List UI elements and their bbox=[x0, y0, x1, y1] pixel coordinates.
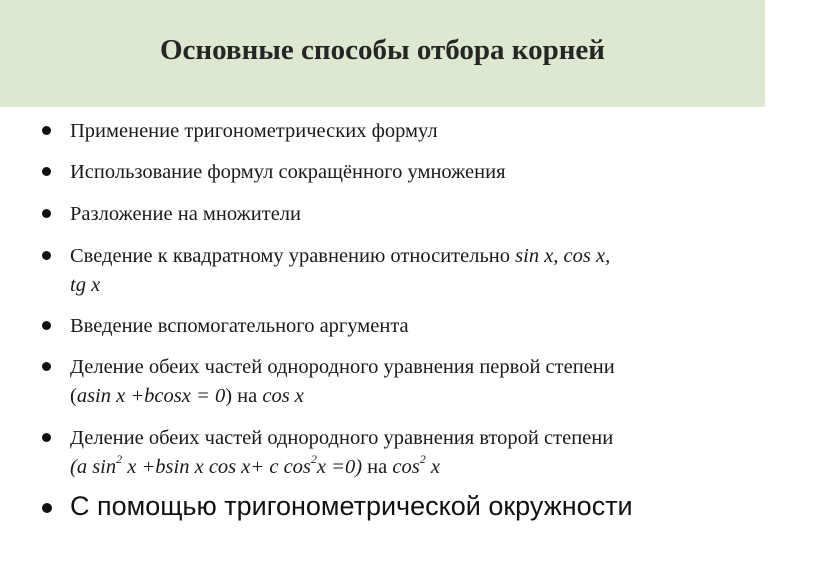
item-text: Применение тригонометрических формул bbox=[70, 120, 438, 142]
item-text: Введение вспомогательного аргумента bbox=[70, 315, 409, 337]
item-line bbox=[70, 353, 760, 382]
item-text: Разложение на множители bbox=[70, 203, 301, 225]
item-line bbox=[70, 382, 760, 411]
item-line bbox=[70, 242, 760, 271]
bullet-icon bbox=[42, 321, 51, 330]
math-expression: asin x +bcosx = 0 bbox=[76, 385, 226, 407]
paren-close: ) bbox=[225, 385, 233, 407]
item-text bbox=[70, 242, 760, 300]
item-line-text: Деление обеих частей однородного уравнения первой степени bbox=[70, 356, 615, 378]
math-expression: tg x bbox=[70, 274, 101, 296]
item-text bbox=[70, 424, 760, 482]
item-line bbox=[70, 424, 760, 453]
item-line bbox=[70, 271, 760, 300]
bullet-icon bbox=[42, 362, 51, 371]
math-expression: cos x bbox=[262, 385, 304, 407]
bullet-icon bbox=[42, 433, 51, 442]
bullet-icon bbox=[42, 126, 51, 135]
math-expression: sin x, cos x, bbox=[515, 245, 611, 267]
item-line-text: Деление обеих частей однородного уравнения второй степени bbox=[70, 427, 614, 449]
connector-text: на bbox=[232, 385, 263, 407]
bullet-icon bbox=[42, 209, 51, 218]
math-expression: $\cos^2 x$ bbox=[392, 452, 440, 478]
math-expression: (a $\sin^2 x +bsin$ x cos x+ c $\cos^2x =0$) bbox=[70, 452, 363, 478]
item-line bbox=[70, 453, 760, 482]
item-text bbox=[70, 353, 760, 411]
item-text: Использование формул сокращённого умножения bbox=[70, 161, 506, 183]
bullet-icon bbox=[42, 167, 51, 176]
connector-text: на bbox=[362, 456, 393, 478]
slide-title: Основные способы отбора корней bbox=[160, 34, 605, 66]
item-line-text: Сведение к квадратному уравнению относительно bbox=[70, 245, 516, 267]
bullet-icon bbox=[42, 251, 51, 260]
item-text: С помощью тригонометрической окружности bbox=[70, 491, 633, 521]
bullet-icon bbox=[42, 503, 52, 513]
paren-open: ( bbox=[70, 385, 77, 407]
